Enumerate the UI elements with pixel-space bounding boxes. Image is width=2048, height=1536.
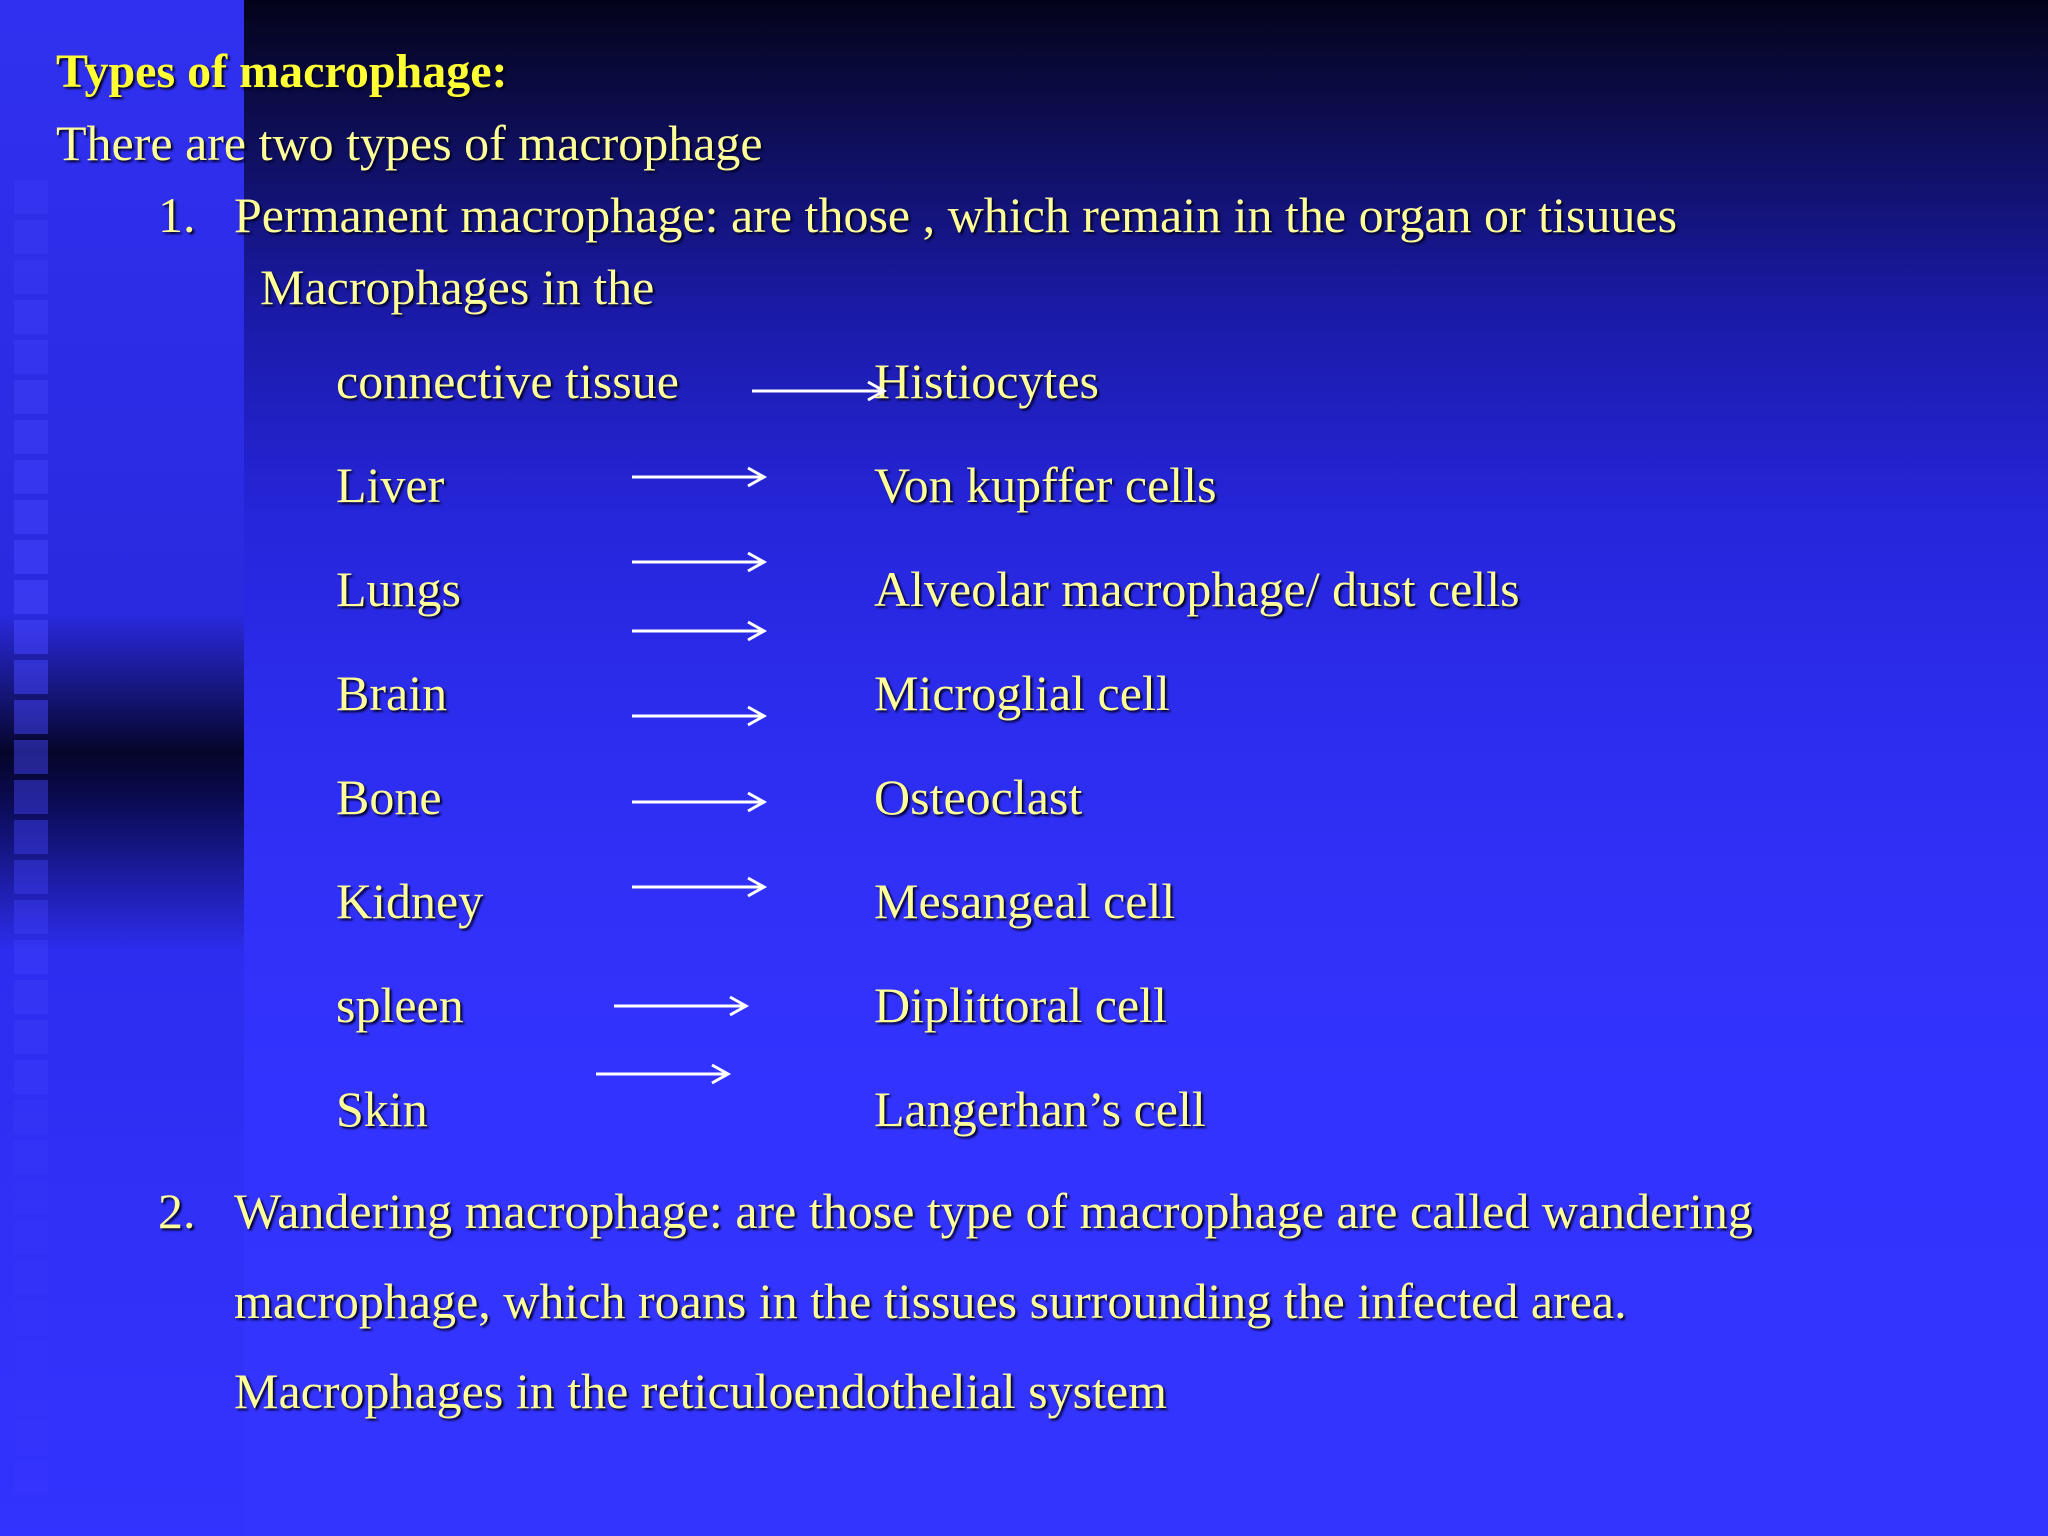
organ-label: Bone [336, 769, 442, 825]
point-2-line-3: Macrophages in the reticuloendothelial system [234, 1363, 1168, 1419]
arrow-icon [632, 468, 764, 486]
organ-label: spleen [336, 977, 464, 1033]
cell-label: Alveolar macrophage/ dust cells [874, 561, 1520, 617]
point-2-line-1: Wandering macrophage: are those type of macrophage are called wandering [234, 1183, 1753, 1239]
cell-label: Microglial cell [874, 665, 1170, 721]
point-1-number: 1. [158, 187, 196, 243]
organ-label: Kidney [336, 873, 484, 929]
point-2-number: 2. [158, 1183, 196, 1239]
point-1-text: Permanent macrophage: are those , which remain in the organ or tisuues [234, 187, 1678, 243]
cell-label: Diplittoral cell [874, 977, 1167, 1033]
organ-label: Skin [336, 1081, 428, 1137]
cell-label: Mesangeal cell [874, 873, 1176, 929]
slide-heading: Types of macrophage: [56, 45, 508, 98]
cell-label: Von kupffer cells [874, 457, 1217, 513]
intro-text: There are two types of macrophage [56, 115, 763, 171]
arrow-icon [632, 707, 764, 725]
point-1-subtext: Macrophages in the [260, 259, 655, 315]
cell-label: Osteoclast [874, 769, 1083, 825]
cell-label: Langerhan’s cell [874, 1081, 1206, 1137]
organ-label: Liver [336, 457, 445, 513]
cell-label: Histiocytes [874, 353, 1099, 409]
arrow-icon [596, 1065, 728, 1083]
arrow-icon [614, 997, 746, 1015]
arrow-icon [632, 622, 764, 640]
point-2-line-2: macrophage, which roans in the tissues surrounding the infected area. [234, 1273, 1627, 1329]
organ-label: connective tissue [336, 353, 679, 409]
arrow-icon [632, 878, 764, 896]
organ-label: Brain [336, 665, 448, 721]
arrow-icon [752, 382, 884, 400]
arrow-icon [632, 793, 764, 811]
organ-label: Lungs [336, 561, 461, 617]
arrow-icon [632, 553, 764, 571]
